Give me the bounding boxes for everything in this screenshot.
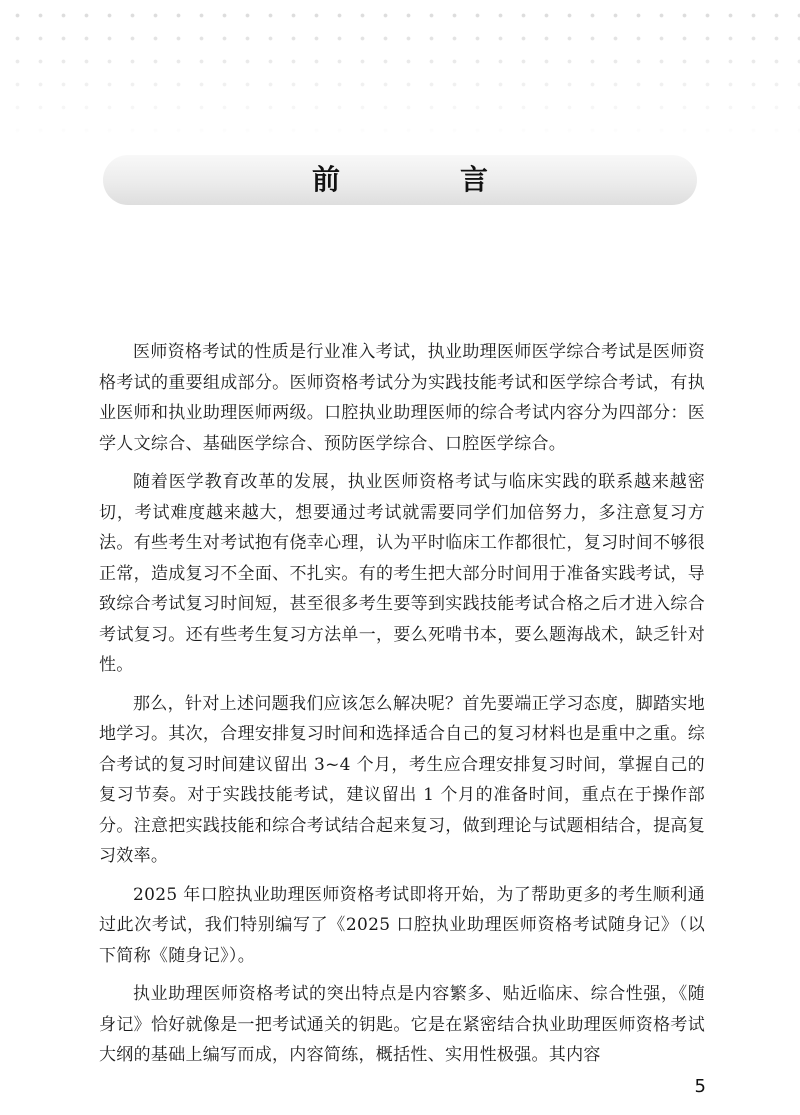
paragraph-4: 2025 年口腔执业助理医师资格考试即将开始，为了帮助更多的考生顺利通过此次考试，我们特别编写了《2025 口腔执业助理医师资格考试随身记》（以下简称《随身记》）。 bbox=[99, 884, 705, 966]
paragraph-5: 执业助理医师资格考试的突出特点是内容繁多、贴近临床、综合性强，《随身记》恰好就像是一把考试通关的钥匙。它是在紧密结合执业助理医师资格考试大纲的基础上编写而成，内容简练，概括性、实用性极强。其内容 bbox=[99, 984, 705, 1065]
preface-body bbox=[99, 337, 705, 1079]
paragraph-2: 随着医学教育改革的发展，执业医师资格考试与临床实践的联系越来越密切，考试难度越来越大，想要通过考试就需要同学们加倍努力，多注意复习方法。有些考生对考试抱有侥幸心理，认为平时临床工作都很忙，复习时间不够很正常，造成复习不全面、不扎实。有的考生把大部分时间用于准备实践考试，导致综合考试复习时间短，甚至很多考生要等到实践技能考试合格之后才进入综合考试复习。还有些考生复习方法单一，要么死啃书本，要么题海战术，缺乏针对性。 bbox=[99, 472, 705, 675]
paragraph-3: 那么，针对上述问题我们应该怎么解决呢？首先要端正学习态度，脚踏实地地学习。其次，合理安排复习时间和选择适合自己的复习材料也是重中之重。综合考试的复习时间建议留出 3~4 个月，考生应合理安排复习时间，掌握自己的复习节奏。对于实践技能考试，建议留出 1 个月的准备时间，重点在于操作部分。注意把实践技能和综合考试结合起来复习，做到理论与试题相结合，提高复习效率。 bbox=[99, 693, 705, 866]
dotted-header-fade bbox=[0, 0, 800, 140]
page-title: 前 言 bbox=[311, 163, 534, 196]
page-number: 5 bbox=[694, 1076, 706, 1097]
title-banner bbox=[103, 155, 697, 205]
paragraph-1: 医师资格考试的性质是行业准入考试，执业助理医师医学综合考试是医师资格考试的重要组成部分。医师资格考试分为实践技能考试和医学综合考试，有执业医师和执业助理医师两级。口腔执业助理医师的综合考试内容分为四部分：医学人文综合、基础医学综合、预防医学综合、口腔医学综合。 bbox=[99, 342, 705, 454]
